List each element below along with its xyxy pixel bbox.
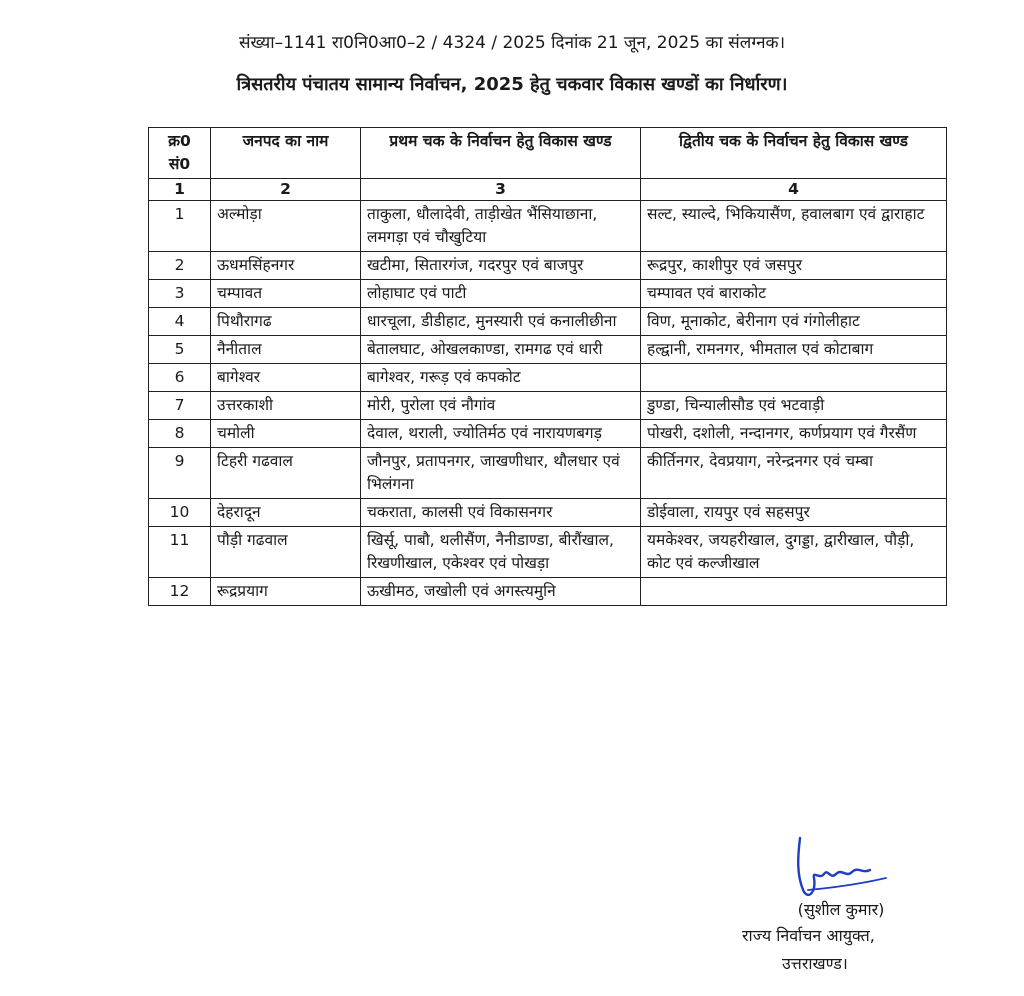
serial-number: 10: [149, 499, 211, 527]
serial-number: 5: [149, 336, 211, 364]
phase2-blocks: डोईवाला, रायपुर एवं सहसपुर: [641, 499, 947, 527]
phase2-blocks: रूद्रपुर, काशीपुर एवं जसपुर: [641, 252, 947, 280]
column-number: 2: [211, 179, 361, 201]
phase1-blocks: ऊखीमठ, जखोली एवं अगस्त्यमुनि: [361, 578, 641, 606]
serial-number: 3: [149, 280, 211, 308]
serial-number: 9: [149, 448, 211, 499]
district-name: अल्मोड़ा: [211, 201, 361, 252]
district-name: चम्पावत: [211, 280, 361, 308]
district-name: पौड़ी गढवाल: [211, 527, 361, 578]
table-row: [149, 201, 947, 252]
signatory-designation: राज्य निर्वाचन आयुक्त,: [742, 926, 875, 945]
serial-number: 6: [149, 364, 211, 392]
phase2-blocks: चम्पावत एवं बाराकोट: [641, 280, 947, 308]
serial-number: 8: [149, 420, 211, 448]
table-row: [149, 252, 947, 280]
table-row: [149, 499, 947, 527]
header-phase2: द्वितीय चक के निर्वाचन हेतु विकास खण्ड: [641, 128, 947, 179]
district-name: ऊधमसिंहनगर: [211, 252, 361, 280]
column-number: 3: [361, 179, 641, 201]
table-row: [149, 527, 947, 578]
district-name: नैनीताल: [211, 336, 361, 364]
reference-line: संख्या–1141 रा0नि0आ0–2 / 4324 / 2025 दिनांक 21 जून, 2025 का संलग्नक।: [238, 33, 786, 53]
document-title: त्रिसतरीय पंचातय सामान्य निर्वाचन, 2025 हेतु चकवार विकास खण्डों का निर्धारण।: [236, 74, 788, 95]
phase1-blocks: चकराता, कालसी एवं विकासनगर: [361, 499, 641, 527]
column-number: 4: [641, 179, 947, 201]
table-row: [149, 420, 947, 448]
phase2-blocks: डुण्डा, चिन्यालीसौड एवं भटवाड़ी: [641, 392, 947, 420]
phase1-blocks: लोहाघाट एवं पाटी: [361, 280, 641, 308]
serial-number: 12: [149, 578, 211, 606]
district-name: देहरादून: [211, 499, 361, 527]
district-name: बागेश्वर: [211, 364, 361, 392]
serial-number: 7: [149, 392, 211, 420]
phase2-blocks: यमकेश्वर, जयहरीखाल, दुगड्डा, द्वारीखाल, पौड़ी, कोट एवं कल्जीखाल: [641, 527, 947, 578]
table-header-row: [149, 128, 947, 179]
signature-block: [730, 830, 990, 996]
signatory-name: (सुशील कुमार): [797, 900, 885, 919]
phase1-blocks: बेतालघाट, ओखलकाण्डा, रामगढ एवं धारी: [361, 336, 641, 364]
phase1-blocks: देवाल, थराली, ज्योतिर्मठ एवं नारायणबगड़: [361, 420, 641, 448]
column-number-row: [149, 179, 947, 201]
header-phase1: प्रथम चक के निर्वाचन हेतु विकास खण्ड: [361, 128, 641, 179]
table-row: [149, 336, 947, 364]
phase2-blocks: हल्द्वानी, रामनगर, भीमताल एवं कोटाबाग: [641, 336, 947, 364]
serial-number: 11: [149, 527, 211, 578]
phase2-blocks: सल्ट, स्याल्दे, भिकियासैंण, हवालबाग एवं द्वाराहाट: [641, 201, 947, 252]
phase2-blocks: कीर्तिनगर, देवप्रयाग, नरेन्द्रनगर एवं चम्बा: [641, 448, 947, 499]
header-sno: क्र0 सं0: [149, 128, 211, 179]
district-name: चमोली: [211, 420, 361, 448]
table-row: [149, 308, 947, 336]
phase2-blocks: [641, 578, 947, 606]
table-row: [149, 578, 947, 606]
phase2-blocks: [641, 364, 947, 392]
phase1-blocks: खटीमा, सितारगंज, गदरपुर एवं बाजपुर: [361, 252, 641, 280]
district-name: पिथौरागढ: [211, 308, 361, 336]
signatory-place: उत्तराखण्ड।: [782, 954, 848, 973]
district-name: उत्तरकाशी: [211, 392, 361, 420]
phase1-blocks: धारचूला, डीडीहाट, मुनस्यारी एवं कनालीछीना: [361, 308, 641, 336]
serial-number: 4: [149, 308, 211, 336]
header-district: जनपद का नाम: [211, 128, 361, 179]
phase2-blocks: विण, मूनाकोट, बेरीनाग एवं गंगोलीहाट: [641, 308, 947, 336]
table-row: [149, 392, 947, 420]
phase1-blocks: जौनपुर, प्रतापनगर, जाखणीधार, थौलधार एवं भिलंगना: [361, 448, 641, 499]
district-name: रूद्रप्रयाग: [211, 578, 361, 606]
table-row: [149, 448, 947, 499]
serial-number: 2: [149, 252, 211, 280]
column-number: 1: [149, 179, 211, 201]
phase1-blocks: ताकुला, धौलादेवी, ताड़ीखेत भैंसियाछाना, लमगड़ा एवं चौखुटिया: [361, 201, 641, 252]
serial-number: 1: [149, 201, 211, 252]
table-row: [149, 280, 947, 308]
phase1-blocks: खिर्सू, पाबौ, थलीसैंण, नैनीडाण्डा, बीरौंखाल, रिखणीखाल, एकेश्वर एवं पोखड़ा: [361, 527, 641, 578]
table-row: [149, 364, 947, 392]
district-name: टिहरी गढवाल: [211, 448, 361, 499]
phase2-blocks: पोखरी, दशोली, नन्दानगर, कर्णप्रयाग एवं गैरसैंण: [641, 420, 947, 448]
phase1-blocks: मोरी, पुरोला एवं नौगांव: [361, 392, 641, 420]
phase1-blocks: बागेश्वर, गरूड़ एवं कपकोट: [361, 364, 641, 392]
block-allocation-table: [148, 127, 947, 606]
